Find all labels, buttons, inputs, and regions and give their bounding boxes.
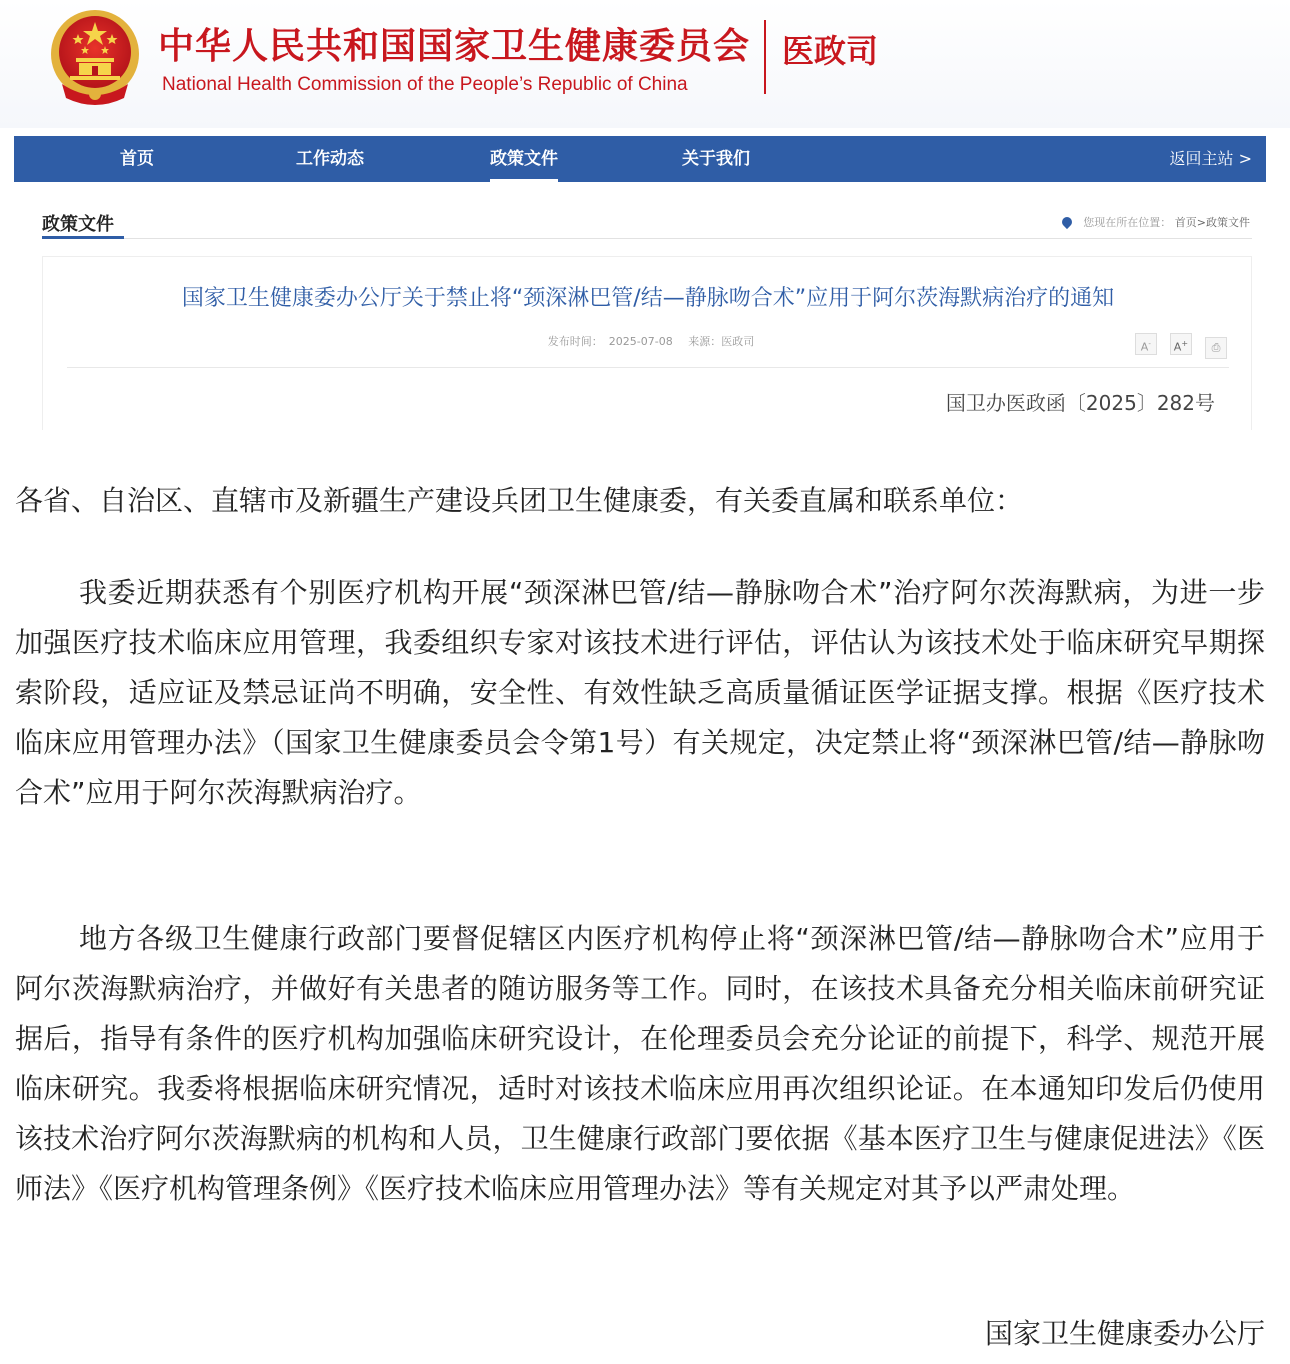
site-header	[0, 0, 1290, 128]
section-title: 政策文件	[42, 214, 114, 235]
print-icon[interactable]: ⎙	[1205, 337, 1227, 359]
nav-item-policy-documents[interactable]: 政策文件	[490, 136, 558, 182]
font-decrease-button[interactable]: A-	[1135, 333, 1157, 355]
article-source: 来源：医政司	[688, 335, 755, 348]
main-nav	[14, 136, 1266, 182]
publish-date: 发布时间： 2025-07-08	[547, 335, 673, 348]
nav-item-home[interactable]: 首页	[120, 149, 154, 169]
section-title-underline	[42, 236, 124, 239]
article-header	[42, 256, 1252, 430]
site-title-en[interactable]: National Health Commission of the People’s Republic of China	[162, 74, 688, 95]
font-increase-button[interactable]: A+	[1170, 333, 1192, 355]
body-paragraph-1: 我委近期获悉有个别医疗机构开展“颈深淋巴管/结—静脉吻合术”治疗阿尔茨海默病，为进一步加强医疗技术临床应用管理，我委组织专家对该技术进行评估，评估认为该技术处于临床研究早期探索阶段，适应证及禁忌证尚不明确，安全性、有效性缺乏高质量循证医学证据支撑。根据《医疗技术临床应用管理办法》（国家卫生健康委员会令第1号）有关规定，决定禁止将“颈深淋巴管/结—静脉吻合术”应用于阿尔茨海默病治疗。	[15, 576, 1265, 809]
article-tools	[1127, 333, 1227, 359]
breadcrumb-prefix: 您现在所在位置：	[1083, 216, 1172, 229]
article-title: 国家卫生健康委办公厅关于禁止将“颈深淋巴管/结—静脉吻合术”应用于阿尔茨海默病治疗的通知	[181, 286, 1115, 311]
nav-item-work-news[interactable]: 工作动态	[296, 149, 364, 169]
breadcrumb	[1062, 214, 1250, 230]
department-name[interactable]: 医政司	[782, 32, 879, 70]
breadcrumb-path[interactable]: 首页>政策文件	[1174, 216, 1250, 229]
document-number: 国卫办医政函〔2025〕282号	[945, 391, 1215, 415]
nav-item-about-us[interactable]: 关于我们	[682, 149, 750, 169]
signing-office: 国家卫生健康委办公厅	[984, 1317, 1265, 1350]
article-divider	[67, 367, 1229, 368]
national-emblem-icon[interactable]	[48, 8, 142, 108]
site-title-cn[interactable]: 中华人民共和国国家卫生健康委员会	[158, 26, 751, 67]
body-paragraph-2: 地方各级卫生健康行政部门要督促辖区内医疗机构停止将“颈深淋巴管/结—静脉吻合术”应用于阿尔茨海默病治疗，并做好有关患者的随访服务等工作。同时，在该技术具备充分相关临床前研究证据后，指导有条件的医疗机构加强临床研究设计，在伦理委员会充分论证的前提下，科学、规范开展临床研究。我委将根据临床研究情况，适时对该技术临床应用再次组织论证。在本通知印发后仍使用该技术治疗阿尔茨海默病的机构和人员，卫生健康行政部门要依据《基本医疗卫生与健康促进法》《医师法》《医疗机构管理条例》《医疗技术临床应用管理办法》等有关规定对其予以严肃处理。	[15, 922, 1265, 1205]
article-meta	[43, 333, 1253, 349]
header-divider	[764, 20, 766, 94]
section-divider	[42, 238, 1252, 239]
back-to-main-site-link[interactable]: 返回主站 >	[1169, 149, 1252, 168]
addressee: 各省、自治区、直辖市及新疆生产建设兵团卫生健康委，有关委直属和联系单位：	[15, 484, 1024, 517]
location-pin-icon	[1060, 215, 1074, 229]
